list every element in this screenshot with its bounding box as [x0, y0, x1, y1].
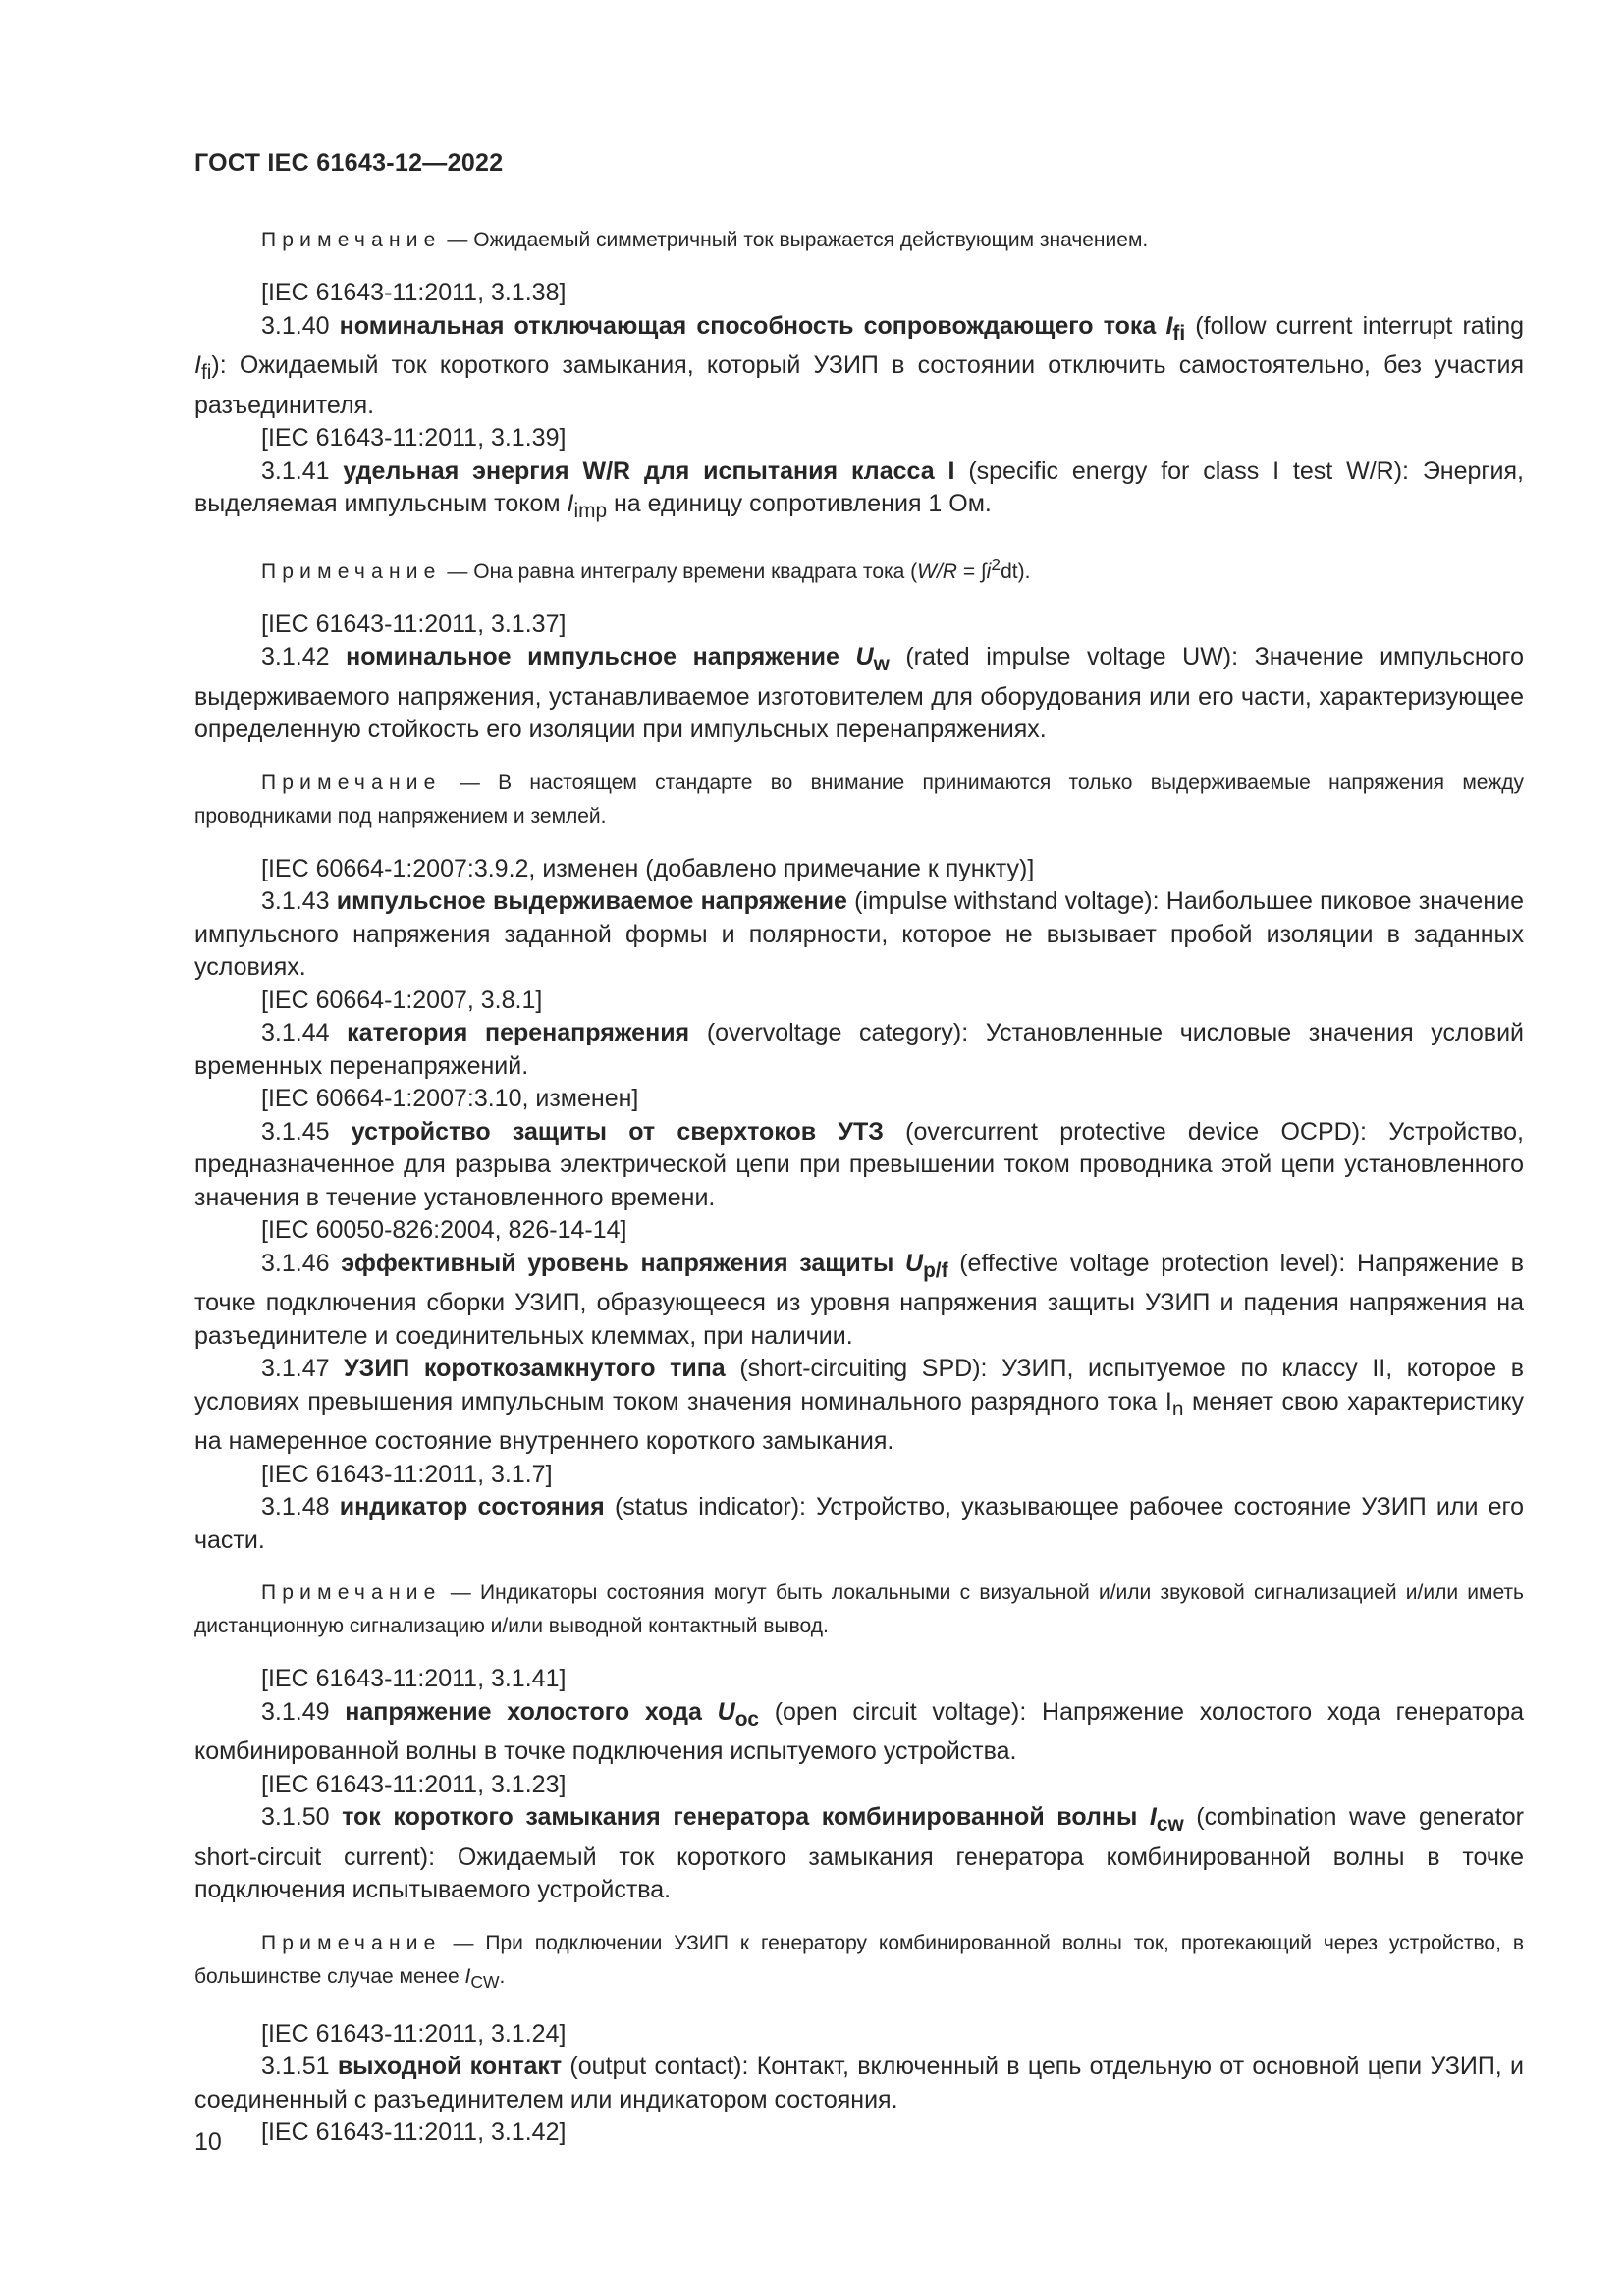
note-3: Примечание — В настоящем стандарте во внимание принимаются только выдерживаемые напряжения между проводниками под напряжением и землей. [194, 771, 1524, 828]
reference-7: [IEC 60050-826:2004, 826-14-14] [261, 1216, 627, 1244]
note-label: Примечание [261, 229, 442, 251]
term-3-1-45: 3.1.45 устройство защиты от сверхтоков УТЗ (overcurrent protective device OCPD): Устройство, предназначенное для разрыва электрической цепи при превышении током проводника этой цепи установленного значения в течение установленного времени. [194, 1117, 1524, 1211]
reference-2: [IEC 61643-11:2011, 3.1.39] [261, 424, 567, 452]
term-3-1-40: 3.1.40 номинальная отключающая способность сопровождающего тока $I_{fi}$ (follow current interrupt rating $I_{fi}$): Ожидаемый ток короткого замыкания, который УЗИП в состоянии отключить самостоятельно, без участия разъединителя. [194, 311, 1525, 419]
term-3-1-44: 3.1.44 категория перенапряжения (overvoltage category): Установленные числовые значения условий временных перенапряжений. [194, 1019, 1525, 1080]
page-number: 10 [194, 2128, 222, 2156]
note-5: Примечание — При подключении УЗИП к генератору комбинированной волны ток, протекающий через устройство, в большинстве случае менее $I_{CW}$. [194, 1931, 1524, 1992]
note-4: Примечание — Индикаторы состояния могут быть локальными с визуальной и/или звуковой сигнализацией и/или иметь дистанционную сигнализацию и/или выводной контактный вывод. [194, 1581, 1524, 1637]
reference-4: [IEC 60664-1:2007:3.9.2, изменен (добавлено примечание к пункту)] [261, 854, 1035, 882]
reference-10: [IEC 61643-11:2011, 3.1.23] [261, 1770, 567, 1798]
reference-6: [IEC 60664-1:2007:3.10, изменен] [261, 1085, 639, 1112]
reference-11: [IEC 61643-11:2011, 3.1.24] [261, 2019, 567, 2048]
term-3-1-49: 3.1.49 напряжение холостого хода $U_{oc}$ (open circuit voltage): Напряжение холостого хода генератора комбинированной волны в точке подключения испытуемого устройства. [194, 1697, 1524, 1765]
term-3-1-43: 3.1.43 импульсное выдерживаемое напряжение (impulse withstand voltage): Наибольшее пиковое значение импульсного напряжения заданной формы и полярности, которое не вызывает пробой изоляции в заданных условиях. [194, 887, 1524, 981]
note-2: Примечание — Она равна интегралу времени квадрата тока $(W/R = \int i^2dt)$. [261, 554, 1031, 583]
reference-8: [IEC 61643-11:2011, 3.1.7] [261, 1460, 553, 1488]
reference-9: [IEC 61643-11:2011, 3.1.41] [261, 1665, 567, 1692]
term-3-1-47: 3.1.47 УЗИП короткозамкнутого типа (short-circuiting SPD): УЗИП, испытуемое по классу II, которое в условиях превышения импульсным током значения номинального разрядного тока $I_n$ меняет свою характеристику на намеренное состояние внутреннего короткого замыкания. [194, 1355, 1525, 1455]
term-3-1-48: 3.1.48 индикатор состояния (status indicator): Устройство, указывающее рабочее состояние УЗИП или его части. [194, 1493, 1525, 1554]
term-3-1-46: 3.1.46 эффективный уровень напряжения защиты $U_{p/f}$ (effective voltage protection level): Напряжение в точке подключения сборки УЗИП, образующееся из уровня напряжения защиты УЗИП и падения напряжения на разъединителе и соединительных клеммах, при наличии. [194, 1249, 1524, 1350]
note-1: Примечание — Ожидаемый симметричный ток выражается действующим значением. [261, 229, 1149, 251]
term-3-1-50: 3.1.50 ток короткого замыкания генератора комбинированной волны $I_{cw}$ (combination wave generator short-circuit current): Ожидаемый ток короткого замыкания генератора комбинированной волны в точке подключения испытываемого устройства. [194, 1803, 1524, 1903]
reference-1: [IEC 61643-11:2011, 3.1.38] [261, 279, 567, 306]
reference-5: [IEC 60664-1:2007, 3.8.1] [261, 986, 543, 1014]
term-3-1-42: 3.1.42 номинальное импульсное напряжение $U_w$ (rated impulse voltage UW): Значение импульсного выдерживаемого напряжения, устанавливаемое изготовителем для оборудования или его части, характеризующее определенную стойкость его изоляции при импульсных перенапряжениях. [194, 643, 1525, 743]
term-3-1-41: 3.1.41 удельная энергия W/R для испытания класса I (specific energy for class I test W/R): Энергия, выделяемая импульсным током $I_{imp}$ на единицу сопротивления 1 Ом. [194, 456, 1524, 522]
document-body [194, 224, 1524, 2150]
document-header: ГОСТ IEC 61643-12—2022 [194, 149, 504, 177]
reference-12: [IEC 61643-11:2011, 3.1.42] [261, 2118, 567, 2147]
term-3-1-51: 3.1.51 выходной контакт (output contact): Контакт, включенный в цепь отдельную от основной цепи УЗИП, и соединенный с разъединителем или индикатором состояния. [194, 2053, 1525, 2113]
reference-3: [IEC 61643-11:2011, 3.1.37] [261, 610, 567, 638]
